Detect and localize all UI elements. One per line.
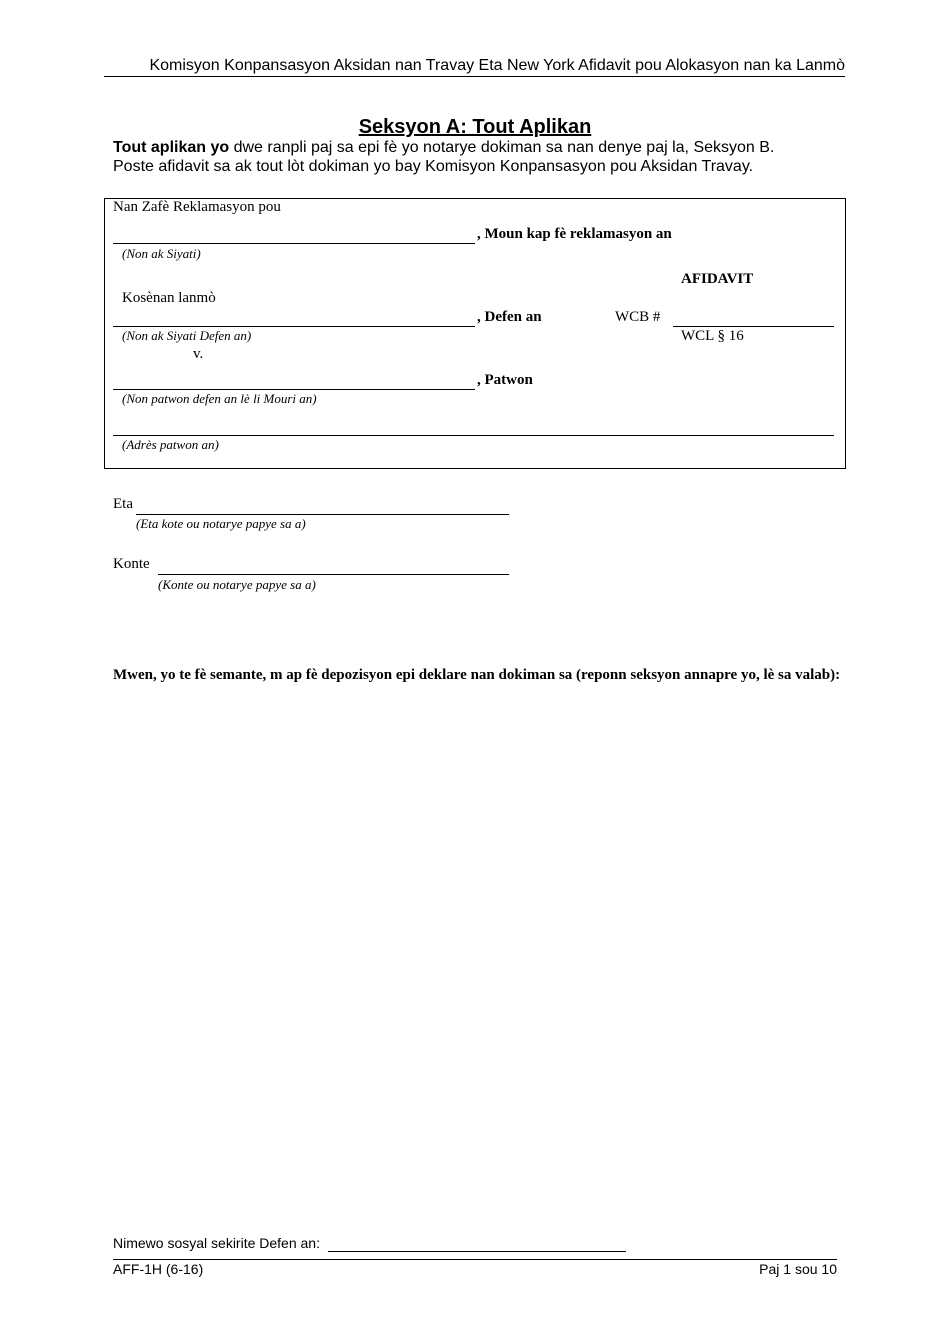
ssn-label: Nimewo sosyal sekirite Defen an: (113, 1235, 320, 1251)
instruction-line-1 (113, 139, 774, 157)
employer-address-field[interactable] (113, 435, 834, 436)
footer-rule (113, 1259, 837, 1260)
affidavit-label: AFIDAVIT (681, 271, 754, 287)
regarding-death-label: Kosènan lanmò (122, 290, 216, 306)
section-title: Seksyon A: Tout Aplikan (358, 116, 592, 138)
header-rule (104, 76, 845, 77)
instruction-bold: Tout aplikan yo (113, 139, 230, 156)
employer-note: (Non patwon defen an lè li Mouri an) (122, 391, 317, 406)
sworn-statement: Mwen, yo te fè semante, m ap fè depozisyon epi deklare nan dokiman sa (reponn seksyon annapre yo, lè sa valab): (113, 667, 841, 683)
claimant-name-field[interactable] (113, 243, 475, 244)
employer-suffix: , Patwon (477, 372, 533, 388)
deceased-note: (Non ak Siyati Defen an) (122, 328, 252, 343)
state-note: (Eta kote ou notarye papye sa a) (136, 516, 306, 531)
state-field[interactable] (136, 514, 509, 515)
state-label: Eta (113, 496, 133, 512)
wcb-number-field[interactable] (673, 326, 834, 327)
ssn-field[interactable] (328, 1251, 626, 1252)
employer-address-note: (Adrès patwon an) (122, 437, 219, 452)
wcb-number-label: WCB # (615, 309, 661, 325)
claimant-note: (Non ak Siyati) (122, 246, 201, 261)
form-header-title: Komisyon Konpansasyon Aksidan nan Travay Eta New York Afidavit pou Alokasyon nan ka Lanmò (149, 57, 845, 74)
county-label: Konte (113, 556, 150, 572)
county-note: (Konte ou notarye papye sa a) (158, 577, 316, 592)
county-field[interactable] (158, 574, 509, 575)
matter-of-label: Nan Zafè Reklamasyon pou (113, 199, 281, 215)
deceased-suffix: , Defen an (477, 309, 542, 325)
deceased-name-field[interactable] (113, 326, 475, 327)
instruction-line-2: Poste afidavit sa ak tout lòt dokiman yo bay Komisyon Konpansasyon pou Aksidan Travay. (113, 158, 754, 175)
page-number: Paj 1 sou 10 (759, 1261, 837, 1277)
employer-name-field[interactable] (113, 389, 475, 390)
form-code: AFF-1H (6-16) (113, 1261, 204, 1277)
wcl-reference: WCL § 16 (681, 328, 744, 344)
versus-label: v. (193, 346, 204, 362)
instruction-rest: dwe ranpli paj sa epi fè yo notarye dokiman sa nan denye paj la, Seksyon B. (229, 139, 775, 156)
claimant-suffix: , Moun kap fè reklamasyon an (477, 226, 672, 242)
